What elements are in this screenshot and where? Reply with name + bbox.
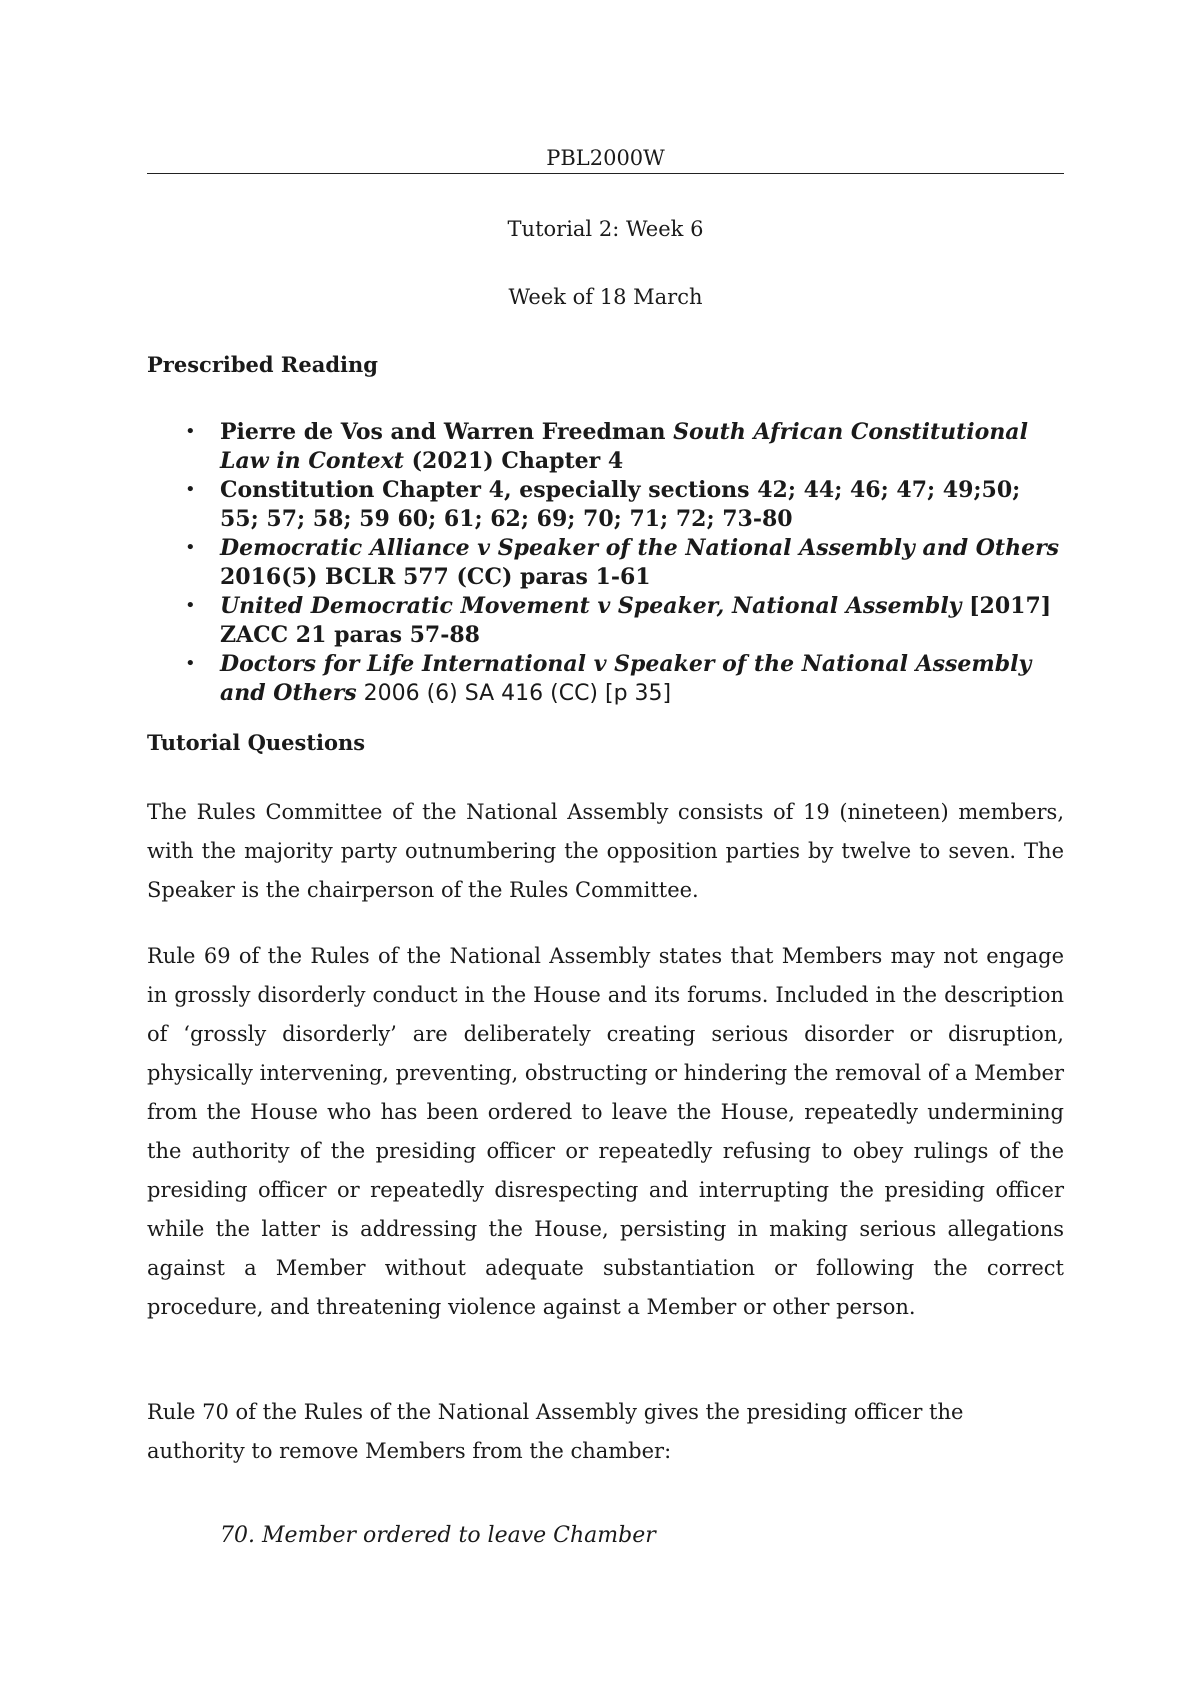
bullet-icon: • (185, 537, 196, 558)
week-subtitle: Week of 18 March (508, 285, 703, 309)
bullet-icon: • (185, 421, 196, 442)
reading-item: • United Democratic Movement v Speaker, National Assembly [2017] ZACC 21 paras 57-88 (185, 593, 1052, 648)
reading-list (147, 418, 1064, 708)
paragraph-rule-69: Rule 69 of the Rules of the National Assembly states that Members may not engage in grossly disorderly conduct in the House and its forums. Included in the description of ‘grossly disorderly’ are deliberately creating serious disorder or disruption, physically intervening, preventing, obstructing or hindering the removal of a Member from the House who has been ordered to leave the House, repeatedly undermining the authority of the presiding officer or repeatedly refusing to obey rulings of the presiding officer or repeatedly disrespecting and interrupting the presiding officer while the latter is addressing the House, persisting in making serious allegations against a Member without adequate substantiation or following the correct procedure, and threatening violence against a Member or other person. (147, 944, 1064, 1319)
tutorial-questions-heading: Tutorial Questions (147, 730, 366, 755)
reading-item: • Democratic Alliance v Speaker of the National Assembly and Others 2016(5) BCLR 577 (CC) paras 1-61 (185, 535, 1060, 590)
course-code: PBL2000W (546, 146, 665, 170)
header-divider (147, 173, 1064, 174)
reading-item: • Pierre de Vos and Warren Freedman South African Constitutional Law in Context (2021) Chapter 4 (185, 419, 1028, 474)
rule-70-title: 70. Member ordered to leave Chamber (220, 1523, 656, 1548)
prescribed-reading-heading: Prescribed Reading (147, 352, 378, 377)
reading-item: • Doctors for Life International v Speaker of the National Assembly and Others 2006 (6) SA 416 (CC) [p 35] (185, 651, 1032, 706)
paragraph-rule-70: Rule 70 of the Rules of the National Assembly gives the presiding officer the authority to remove Members from the chamber: (147, 1400, 964, 1463)
reading-item: • Constitution Chapter 4, especially sections 42; 44; 46; 47; 49;50; 55; 57; 58; 59 60; 61; 62; 69; 70; 71; 72; 73-80 (185, 477, 1021, 532)
bullet-icon: • (185, 479, 196, 500)
paragraph-rules-committee: The Rules Committee of the National Assembly consists of 19 (nineteen) members, with the majority party outnumbering the opposition parties by twelve to seven. The Speaker is the chairperson of the Rules Committee. (147, 800, 1064, 902)
bullet-icon: • (185, 653, 196, 674)
bullet-icon: • (185, 595, 196, 616)
tutorial-title: Tutorial 2: Week 6 (507, 217, 704, 241)
